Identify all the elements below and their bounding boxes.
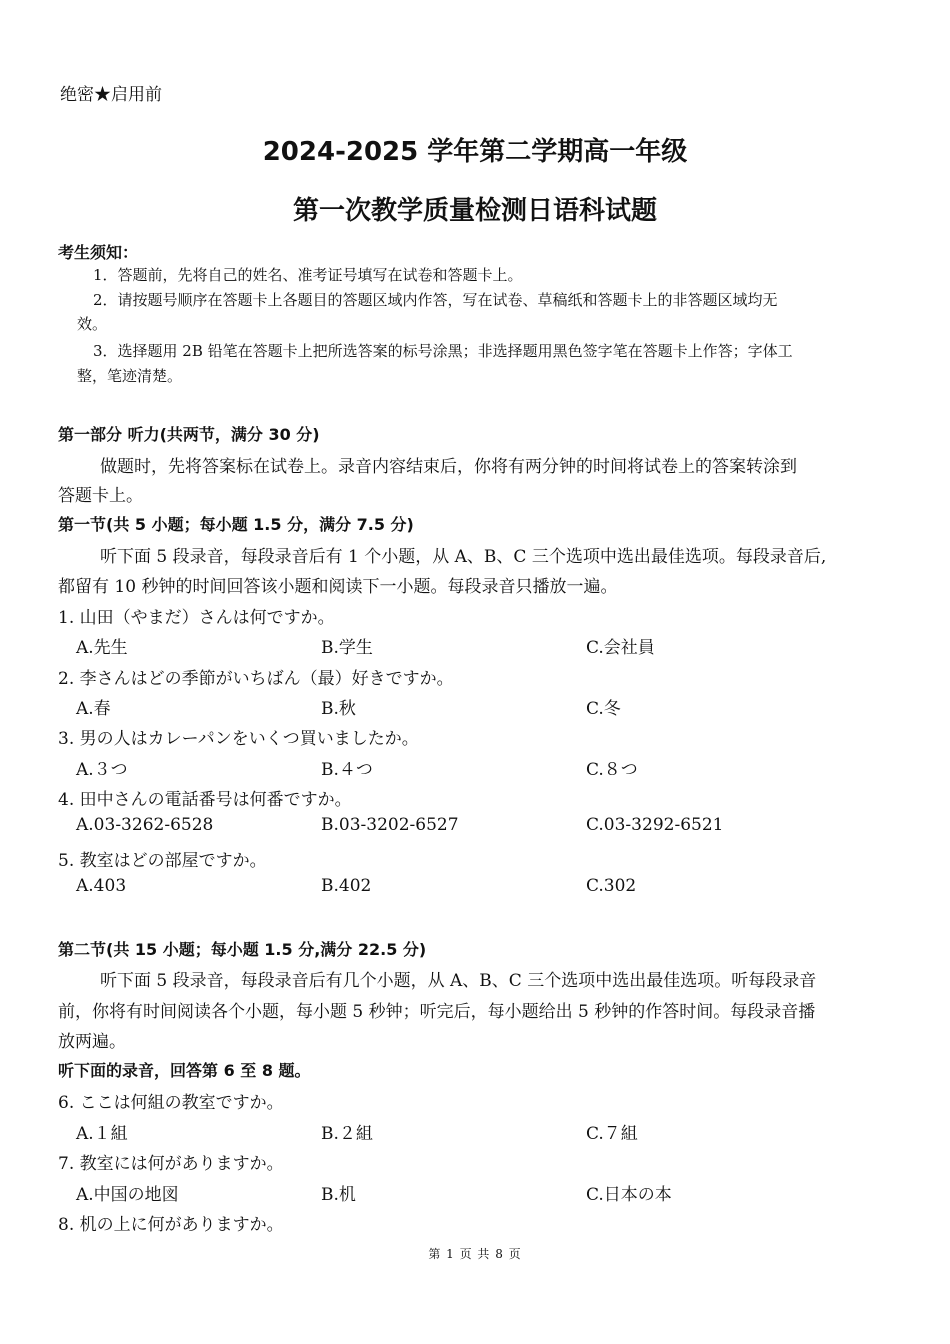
section2-intro-cont2: 放两遍。 bbox=[58, 1032, 126, 1052]
section1-heading: 第一节(共 5 小题；每小题 1.5 分，满分 7.5 分) bbox=[58, 515, 414, 534]
q7-option-b: B.机 bbox=[321, 1185, 356, 1205]
confidential-mark: 绝密★启用前 bbox=[60, 85, 162, 105]
notice-item-2: 2．请按题号顺序在答题卡上各题目的答题区域内作答，写在试卷、草稿纸和答题卡上的非答题区域均无 bbox=[93, 291, 778, 309]
q3-option-b: B.４つ bbox=[321, 760, 373, 780]
notice-item-3: 3．选择题用 2B 铅笔在答题卡上把所选答案的标号涂黑；非选择题用黑色签字笔在答题卡上作答；字体工 bbox=[93, 342, 793, 360]
section2-intro-cont1: 前，你将有时间阅读各个小题，每小题 5 秒钟；听完后，每小题给出 5 秒钟的作答时间。每段录音播 bbox=[58, 1002, 816, 1022]
q1-option-b: B.学生 bbox=[321, 638, 373, 658]
question-1: 1. 山田（やまだ）さんは何ですか。 bbox=[58, 608, 335, 628]
q4-option-b: B.03-3202-6527 bbox=[321, 815, 459, 835]
exam-title-line1: 2024-2025 学年第二学期高一年级 bbox=[262, 137, 688, 167]
q4-option-a: A.03-3262-6528 bbox=[76, 815, 214, 835]
section2-intro: 听下面 5 段录音，每段录音后有几个小题，从 A、B、C 三个选项中选出最佳选项。听每段录音 bbox=[100, 971, 817, 991]
section1-intro-cont: 都留有 10 秒钟的时间回答该小题和阅读下一小题。每段录音只播放一遍。 bbox=[58, 577, 618, 597]
q3-option-c: C.８つ bbox=[586, 760, 638, 780]
question-7: 7. 教室には何がありますか。 bbox=[58, 1154, 284, 1174]
q3-option-a: A.３つ bbox=[76, 760, 128, 780]
q5-option-c: C.302 bbox=[586, 876, 637, 896]
q2-option-c: C.冬 bbox=[586, 699, 621, 719]
q4-option-c: C.03-3292-6521 bbox=[586, 815, 724, 835]
question-5: 5. 教室はどの部屋ですか。 bbox=[58, 851, 267, 871]
question-4: 4. 田中さんの電話番号は何番ですか。 bbox=[58, 790, 352, 810]
section1-intro: 听下面 5 段录音，每段录音后有 1 个小题，从 A、B、C 三个选项中选出最佳选项。每段录音后, bbox=[100, 547, 827, 567]
q7-option-c: C.日本の本 bbox=[586, 1185, 672, 1205]
q2-option-b: B.秋 bbox=[321, 699, 356, 719]
question-8: 8. 机の上に何がありますか。 bbox=[58, 1215, 284, 1235]
q5-option-b: B.402 bbox=[321, 876, 372, 896]
notice-item-2-cont: 效。 bbox=[77, 315, 108, 333]
question-6: 6. ここは何組の教室ですか。 bbox=[58, 1093, 284, 1113]
page-number: 第 1 页 共 8 页 bbox=[428, 1247, 522, 1261]
part1-intro-cont: 答题卡上。 bbox=[58, 486, 143, 506]
part1-heading: 第一部分 听力(共两节，满分 30 分) bbox=[58, 425, 320, 444]
section2-heading: 第二节(共 15 小题；每小题 1.5 分,满分 22.5 分) bbox=[58, 940, 427, 959]
part1-intro: 做题时，先将答案标在试卷上。录音内容结束后，你将有两分钟的时间将试卷上的答案转涂到 bbox=[100, 457, 797, 477]
notice-heading: 考生须知： bbox=[58, 243, 139, 262]
notice-item-1: 1．答题前，先将自己的姓名、准考证号填写在试卷和答题卡上。 bbox=[93, 266, 523, 284]
listen-heading-6-8: 听下面的录音，回答第 6 至 8 题。 bbox=[58, 1061, 311, 1080]
q2-option-a: A.春 bbox=[76, 699, 111, 719]
q6-option-b: B.２組 bbox=[321, 1124, 373, 1144]
notice-item-3-cont: 整，笔迹清楚。 bbox=[77, 367, 183, 385]
question-2: 2. 李さんはどの季節がいちばん（最）好きですか。 bbox=[58, 669, 454, 689]
q1-option-c: C.会社員 bbox=[586, 638, 655, 658]
exam-title-line2: 第一次教学质量检测日语科试题 bbox=[292, 196, 657, 226]
q7-option-a: A.中国の地図 bbox=[76, 1185, 179, 1205]
q1-option-a: A.先生 bbox=[76, 638, 128, 658]
q5-option-a: A.403 bbox=[76, 876, 127, 896]
question-3: 3. 男の人はカレーパンをいくつ買いましたか。 bbox=[58, 729, 419, 749]
q6-option-c: C.７組 bbox=[586, 1124, 638, 1144]
q6-option-a: A.１組 bbox=[76, 1124, 128, 1144]
